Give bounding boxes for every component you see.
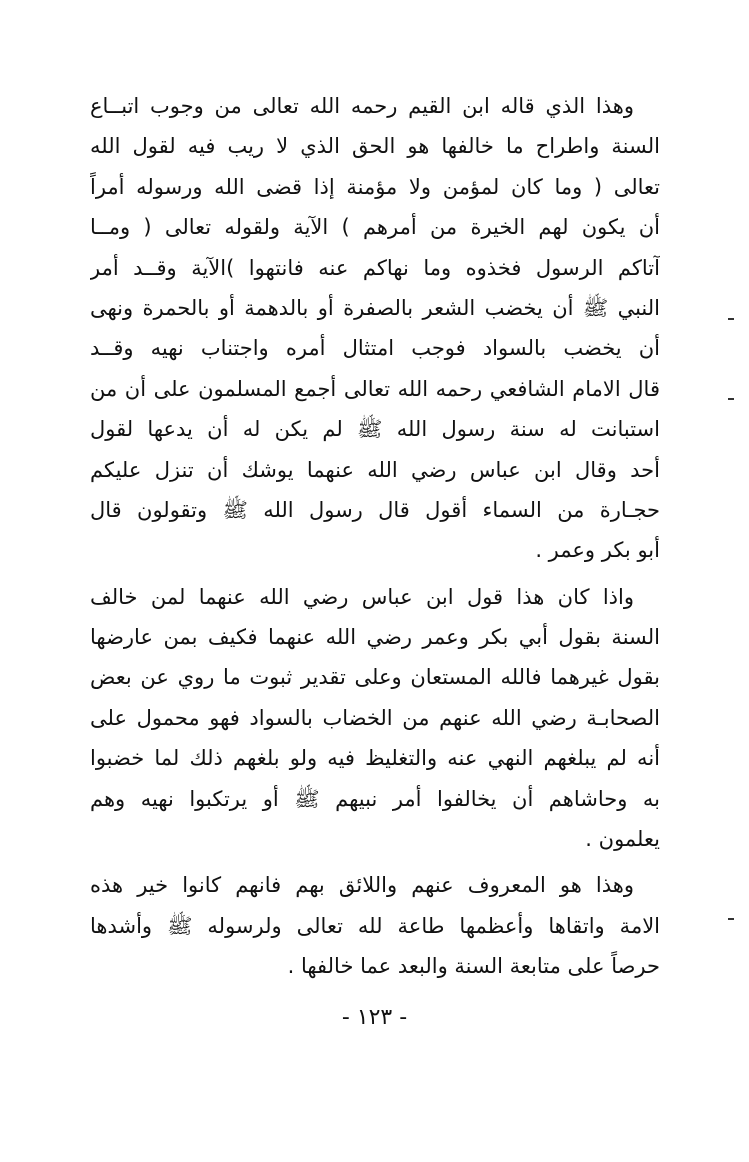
text-line: أبو بكر وعمر . (535, 538, 660, 563)
text-line: أنه لم يبلغهم النهي عنه والتغليظ فيه ولو بلغهم ذلك لما خضبوا (90, 746, 660, 771)
margin-mark (728, 918, 734, 920)
text-line: أن يخضب بالسواد فوجب امتثال أمره واجتناب نهيه وقــد (90, 336, 660, 361)
margin-mark (728, 318, 734, 320)
text-line: بقول غيرهما فالله المستعان وعلى تقدير ثبوت ما روي عن بعض (90, 665, 660, 690)
text-line: تعالى ( وما كان لمؤمن ولا مؤمنة إذا قضى الله ورسوله أمراً (90, 174, 660, 199)
text-line: وهذا هو المعروف عنهم واللائق بهم فانهم كانوا خير هذه (90, 873, 634, 898)
text-line: حرصاً على متابعة السنة والبعد عما خالفها . (287, 954, 660, 979)
paragraph-1 (90, 86, 660, 571)
text-line: أن يكون لهم الخيرة من أمرهم ) الآية ولقوله تعالى ( ومــا (90, 215, 660, 240)
body-text (90, 86, 660, 987)
paragraph-3 (90, 865, 660, 986)
text-line: الامة واتقاها وأعظمها طاعة لله تعالى ولرسوله ﷺ وأشدها (90, 913, 660, 938)
text-line: قال الامام الشافعي رحمه الله تعالى أجمع المسلمون على أن من (90, 376, 660, 401)
text-line: السنة واطراح ما خالفها هو الحق الذي لا ريب فيه لقول الله (90, 134, 660, 159)
text-line: واذا كان هذا قول ابن عباس رضي الله عنهما لمن خالف (90, 584, 634, 609)
text-line: آتاكم الرسول فخذوه وما نهاكم عنه فانتهوا )الآية وقــد أمر (90, 255, 660, 280)
text-line: الصحابـة رضي الله عنهم من الخضاب بالسواد فهو محمول على (90, 705, 660, 730)
page-number: - ١٢٣ - (341, 1005, 408, 1030)
paragraph-2 (90, 577, 660, 860)
text-line: حجـارة من السماء أقول قال رسول الله ﷺ وتقولون قال (90, 497, 660, 522)
text-line: به وحاشاهم أن يخالفوا أمر نبيهم ﷺ أو يرتكبوا نهيه وهم (90, 786, 660, 811)
margin-mark (728, 398, 734, 400)
text-line: وهذا الذي قاله ابن القيم رحمه الله تعالى من وجوب اتبــاع (90, 94, 634, 118)
text-line: النبي ﷺ أن يخضب الشعر بالصفرة أو بالدهمة أو بالحمرة ونهى (90, 295, 660, 320)
text-line: السنة بقول أبي بكر وعمر رضي الله عنهما فكيف بمن عارضها (90, 625, 660, 650)
text-line: استبانت له سنة رسول الله ﷺ لم يكن له أن يدعها لقول (90, 417, 660, 442)
text-line: يعلمون . (585, 827, 660, 852)
text-line: أحد وقال ابن عباس رضي الله عنهما يوشك أن تنزل عليكم (90, 457, 660, 482)
